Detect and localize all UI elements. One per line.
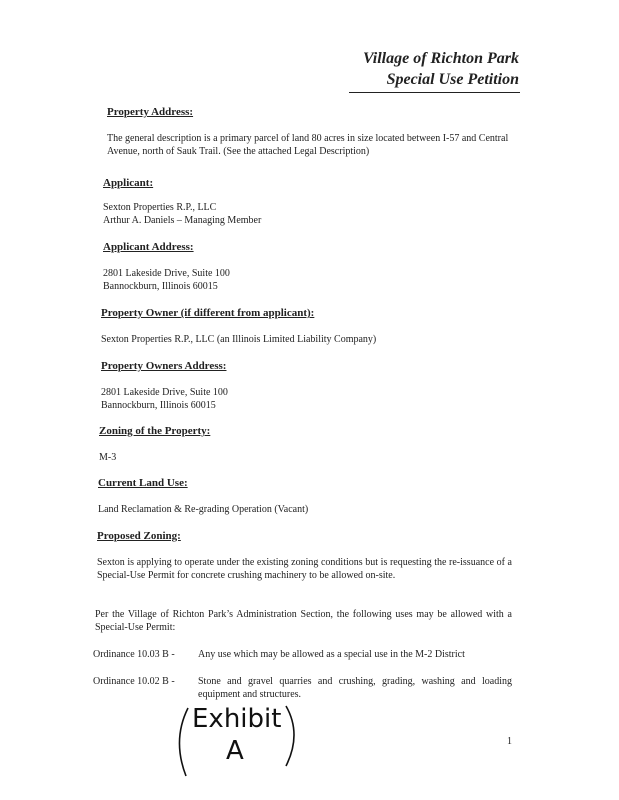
ordinance-text-1: Any use which may be allowed as a special use in the M-2 District [198, 649, 465, 660]
ordinance-text-2: Stone and gravel quarries and crushing, grading, washing and loading equipment and structures. [198, 676, 512, 700]
land-use-text: Land Reclamation & Re-grading Operation (Vacant) [98, 504, 309, 515]
applicant-address-line-2: Bannockburn, Illinois 60015 [103, 281, 218, 292]
heading-proposed-zoning: Proposed Zoning: [97, 530, 181, 542]
exhibit-handwriting [170, 702, 300, 782]
heading-owners-address: Property Owners Address: [101, 360, 227, 372]
page-number: 1 [507, 736, 512, 747]
proposed-zoning-paragraph-1: Sexton is applying to operate under the existing zoning conditions but is requesting the re-issuance of a Special-Use Permit for concrete crushing machinery to be allowed on-site. [97, 557, 512, 581]
handwritten-letter: A [226, 736, 244, 766]
heading-zoning: Zoning of the Property: [99, 425, 211, 437]
owners-address-line-2: Bannockburn, Illinois 60015 [101, 400, 216, 411]
applicant-line-1: Sexton Properties R.P., LLC [103, 202, 217, 213]
heading-property-owner: Property Owner (if different from applicant): [101, 307, 315, 319]
ordinance-code-2: Ordinance 10.02 B - [93, 676, 175, 687]
heading-land-use: Current Land Use: [98, 477, 188, 489]
zoning-text: M-3 [99, 452, 117, 463]
owners-address-line-1: 2801 Lakeside Drive, Suite 100 [101, 387, 228, 398]
title-rule [349, 92, 520, 93]
heading-applicant: Applicant: [103, 177, 154, 189]
heading-applicant-address: Applicant Address: [103, 241, 194, 253]
applicant-line-2: Arthur A. Daniels – Managing Member [103, 215, 262, 226]
applicant-address-line-1: 2801 Lakeside Drive, Suite 100 [103, 268, 230, 279]
heading-property-address: Property Address: [107, 106, 194, 118]
ordinance-code-1: Ordinance 10.03 B - [93, 649, 175, 660]
title-line-1: Village of Richton Park [362, 50, 519, 67]
property-address-text: The general description is a primary parcel of land 80 acres in size located between I-57 and Central Avenue, north of Sauk Trail. (See the attached Legal Description) [107, 133, 509, 157]
property-owner-text: Sexton Properties R.P., LLC (an Illinois Limited Liability Company) [101, 334, 377, 345]
proposed-zoning-paragraph-2: Per the Village of Richton Park’s Administration Section, the following uses may be allowed with a Special-Use Permit: [95, 609, 512, 633]
handwritten-exhibit: Exhibit [192, 704, 282, 734]
title-line-2: Special Use Petition [386, 71, 519, 88]
